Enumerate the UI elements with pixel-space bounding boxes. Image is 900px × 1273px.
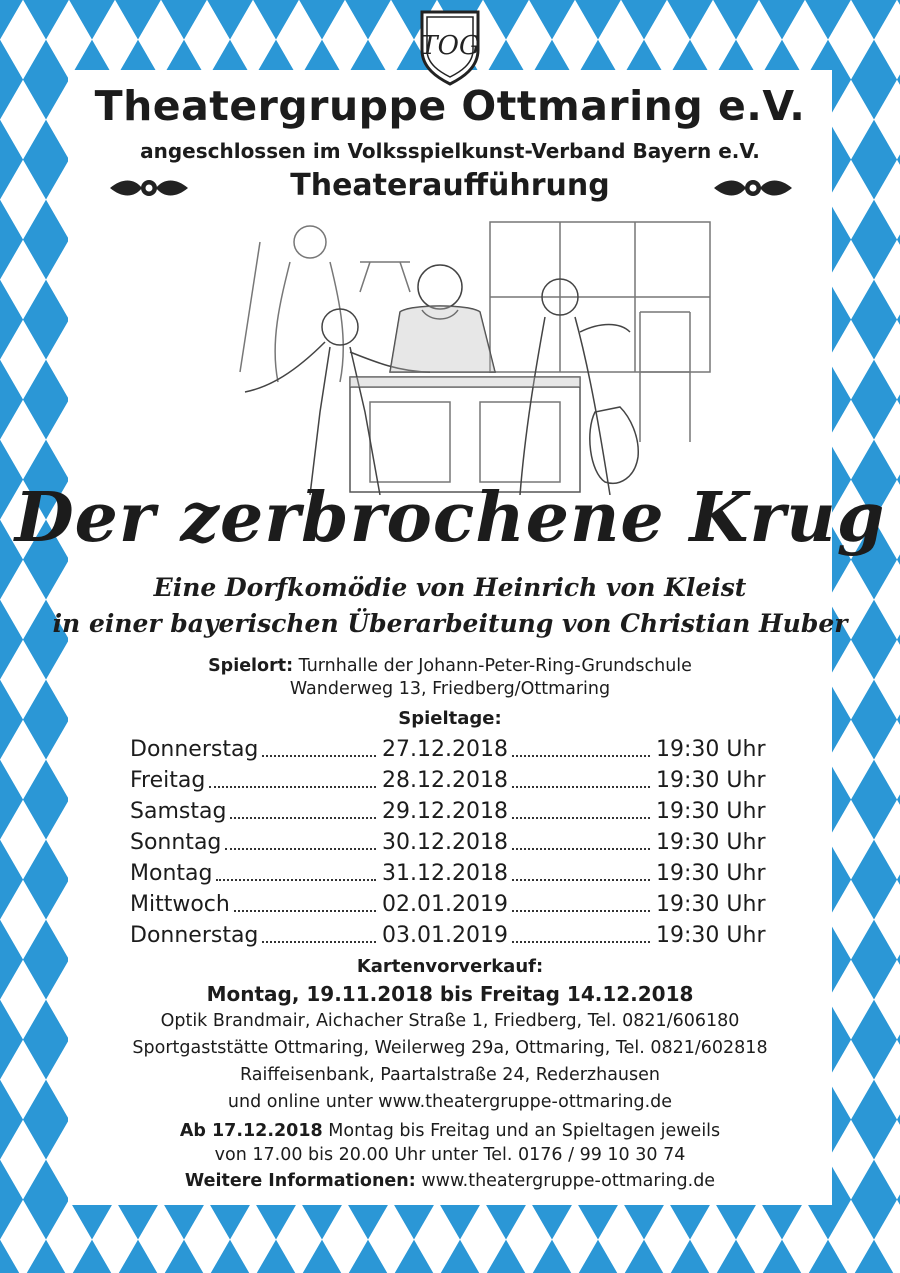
schedule-time: 19:30 Uhr bbox=[656, 799, 766, 824]
venue-line-1 bbox=[0, 655, 900, 678]
schedule-day: Samstag bbox=[130, 799, 227, 824]
dotted-leader bbox=[234, 910, 376, 912]
play-subtitle-line-2: in einer bayerischen Überarbeitung von Christian Huber bbox=[52, 609, 848, 638]
schedule-row bbox=[130, 920, 780, 951]
presale-outlet-3: Raiffeisenbank, Paartalstraße 24, Rederzhausen bbox=[240, 1065, 660, 1085]
schedule-row bbox=[130, 858, 780, 889]
presale-heading: Kartenvorverkauf: bbox=[356, 956, 544, 977]
schedule-date: 27.12.2018 bbox=[382, 737, 508, 762]
dotted-leader bbox=[512, 755, 650, 757]
schedule-time: 19:30 Uhr bbox=[656, 861, 766, 886]
dotted-leader bbox=[512, 817, 650, 819]
schedule-row bbox=[130, 734, 780, 765]
schedule-row bbox=[130, 796, 780, 827]
association-subtitle: angeschlossen im Volksspielkunst-Verband Bayern e.V. bbox=[140, 139, 760, 163]
schedule-time: 19:30 Uhr bbox=[656, 830, 766, 855]
dotted-leader bbox=[209, 786, 376, 788]
phone-sale-hours: von 17.00 bis 20.00 Uhr unter Tel. 0176 / 99 10 30 74 bbox=[214, 1145, 686, 1165]
schedule-row bbox=[130, 765, 780, 796]
schedule-day: Mittwoch bbox=[130, 892, 230, 917]
dotted-leader bbox=[512, 848, 650, 850]
dotted-leader bbox=[230, 817, 376, 819]
schedule-day: Freitag bbox=[130, 768, 206, 793]
dotted-leader bbox=[262, 941, 376, 943]
dotted-leader bbox=[262, 755, 376, 757]
schedule-day: Montag bbox=[130, 861, 213, 886]
schedule-date: 29.12.2018 bbox=[382, 799, 508, 824]
schedule-date: 03.01.2019 bbox=[382, 923, 508, 948]
schedule-date: 31.12.2018 bbox=[382, 861, 508, 886]
presale-period: Montag, 19.11.2018 bis Freitag 14.12.2018 bbox=[206, 982, 694, 1006]
schedule-time: 19:30 Uhr bbox=[656, 737, 766, 762]
schedule-heading: Spieltage: bbox=[398, 708, 502, 729]
dotted-leader bbox=[216, 879, 376, 881]
svg-text:TOG: TOG bbox=[420, 31, 480, 61]
performance-heading: Theateraufführung bbox=[290, 168, 610, 203]
group-title: Theatergruppe Ottmaring e.V. bbox=[94, 82, 806, 130]
schedule-time: 19:30 Uhr bbox=[656, 923, 766, 948]
tog-logo-shield bbox=[416, 6, 484, 86]
venue-label: Spielort: bbox=[208, 656, 294, 676]
phone-sale-from: Ab 17.12.2018 bbox=[179, 1121, 323, 1141]
dotted-leader bbox=[512, 786, 650, 788]
schedule-date: 30.12.2018 bbox=[382, 830, 508, 855]
schedule-time: 19:30 Uhr bbox=[656, 892, 766, 917]
presale-online: und online unter www.theatergruppe-ottmaring.de bbox=[227, 1092, 673, 1112]
schedule-row bbox=[130, 889, 780, 920]
schedule-day: Sonntag bbox=[130, 830, 222, 855]
schedule-time: 19:30 Uhr bbox=[656, 768, 766, 793]
phone-sale-line bbox=[0, 1121, 900, 1141]
schedule-row bbox=[130, 827, 780, 858]
phone-sale-text: Montag bis Freitag und an Spieltagen jeweils bbox=[328, 1121, 721, 1141]
schedule-date: 02.01.2019 bbox=[382, 892, 508, 917]
courtroom-illustration bbox=[200, 212, 730, 495]
schedule-table bbox=[130, 734, 780, 951]
dotted-leader bbox=[512, 910, 650, 912]
more-info-line bbox=[0, 1171, 900, 1191]
venue-block bbox=[0, 655, 900, 701]
venue-address: Wanderweg 13, Friedberg/Ottmaring bbox=[289, 679, 611, 699]
more-info-label: Weitere Informationen: bbox=[184, 1171, 416, 1191]
play-title: Der zerbrochene Krug bbox=[14, 478, 886, 558]
presale-outlet-1: Optik Brandmair, Aichacher Straße 1, Friedberg, Tel. 0821/606180 bbox=[160, 1011, 740, 1031]
more-info-url: www.theatergruppe-ottmaring.de bbox=[421, 1171, 716, 1191]
dotted-leader bbox=[512, 941, 650, 943]
play-subtitle-line-1: Eine Dorfkomödie von Heinrich von Kleist bbox=[153, 573, 747, 602]
dotted-leader bbox=[225, 848, 376, 850]
schedule-day: Donnerstag bbox=[130, 737, 259, 762]
venue-name: Turnhalle der Johann-Peter-Ring-Grundschule bbox=[298, 656, 692, 676]
schedule-day: Donnerstag bbox=[130, 923, 259, 948]
schedule-date: 28.12.2018 bbox=[382, 768, 508, 793]
dotted-leader bbox=[512, 879, 650, 881]
presale-outlet-2: Sportgaststätte Ottmaring, Weilerweg 29a, Ottmaring, Tel. 0821/602818 bbox=[132, 1038, 768, 1058]
